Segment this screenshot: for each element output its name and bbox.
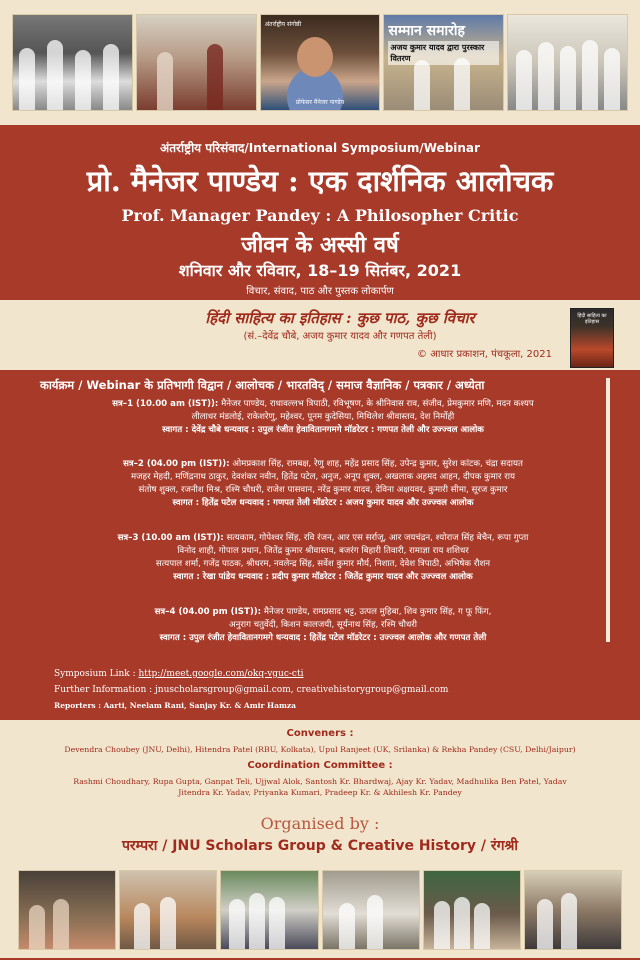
person-figure	[454, 897, 470, 949]
person-figure	[561, 893, 577, 949]
event-dates: शनिवार और रविवार, 18–19 सितंबर, 2021	[178, 261, 462, 280]
archival-photo-group	[12, 14, 133, 111]
session-label: सत्र–3 (10.00 am (IST)):	[117, 533, 224, 543]
session-speakers: मैनेजर पाण्डेय, रामप्रसाद भट्ट, उत्पल मुहिबा, शिव कुमार सिंह, ग फू फिंग,	[263, 607, 492, 617]
award-ceremony-photo	[383, 14, 504, 111]
top-photo-strip	[0, 0, 640, 125]
session-speakers: ओमप्रकाश सिंह, रामबक्ष, रेणु शाह, महेंद्र प्रसाद सिंह, उपेन्द्र कुमार, सुरेश कांटक, चंद्रा सदायत	[232, 459, 523, 469]
coordination-names-line: Jitendra Kr. Yadav, Priyanka Kumari, Pradeep Kr. & Akhilesh Kr. Pandey	[178, 788, 462, 797]
page-title: प्रो. मैनेजर पाण्डेय : एक दार्शनिक आलोचक	[86, 164, 554, 198]
organised-by-label: Organised by :	[260, 814, 380, 833]
symposium-link[interactable]: http://meet.google.com/okq-vguc-cti	[138, 669, 304, 679]
conveners-band	[0, 720, 640, 862]
person-figure	[434, 901, 450, 949]
contact-links	[54, 666, 594, 714]
session-1	[48, 398, 598, 437]
person-figure	[454, 58, 470, 110]
portrait-photo	[260, 14, 381, 111]
person-figure	[160, 897, 176, 949]
archival-photo	[322, 870, 420, 950]
program-divider	[606, 378, 610, 642]
event-activities: विचार, संवाद, पाठ और पुस्तक लोकार्पण	[246, 286, 394, 297]
person-figure	[414, 60, 430, 110]
session-label: सत्र–4 (04.00 pm (IST)):	[154, 607, 262, 617]
session-speakers: अनुराग चतुर्वेदी, किशन कालजयी, सूर्यनाथ सिंह, रश्मि चौधरी	[229, 620, 417, 630]
archival-photo	[423, 870, 521, 950]
reporters: Reporters : Aarti, Neelam Rani, Sanjay Kr. & Amir Hamza	[54, 701, 297, 710]
person-figure	[474, 903, 490, 949]
person-figure	[103, 44, 119, 110]
portrait-caption: प्रोफेसर मैनेजर पाण्डेय	[295, 99, 345, 106]
person-figure	[19, 48, 35, 110]
session-speakers: मैनेजर पाण्डेय, राधावल्लभ त्रिपाठी, रविभूषण, के श्रीनिवास राव, संजीव, प्रेमकुमार मणि, मदन कश्यप	[221, 399, 534, 409]
book-publisher: © आधार प्रकाशन, पंचकूला, 2021	[417, 349, 552, 360]
session-speakers: सत्यकाम, गोपेश्वर सिंह, रवि रंजन, आर एस सर्राजू, आर जयचंद्रन, श्योराज सिंह बेचैन, रूपा गुप्ता	[226, 533, 529, 543]
session-speakers: लीलाधर मंडलोई, राकेशरेणु, महेश्वर, पूनम कुदेसिया, मिथिलेश श्रीवास्तव, देश निर्मोही	[191, 412, 455, 422]
conveners-names: Devendra Choubey (JNU, Delhi), Hitendra Patel (RBU, Kolkata), Upul Ranjeet (UK, Srilanka) & Rekha Pandey (CSU, Delhi/Jaipur)	[64, 745, 576, 754]
further-information: Further Information : jnuscholarsgroup@gmail.com, creativehistorygroup@gmail.com	[54, 685, 449, 695]
conveners-heading: Conveners :	[286, 728, 354, 739]
session-2	[48, 458, 598, 510]
person-figure	[604, 48, 620, 110]
organisers: परम्परा / JNU Scholars Group & Creative History / रंगश्री	[121, 838, 519, 854]
book-launch-band	[0, 300, 640, 370]
session-label: सत्र–1 (10.00 am (IST)):	[112, 399, 219, 409]
archival-photo-crowd	[507, 14, 628, 111]
person-figure	[47, 40, 63, 110]
session-hosts: स्वागत : देवेंद्र चौबे धन्यवाद : उपुल रंजीत हेवावितानगमगे मॉडरेटर : गणपत तेली और उज्ज्वल आलोक	[162, 425, 484, 435]
archival-photo-meeting	[136, 14, 257, 111]
person-figure	[134, 903, 150, 949]
person-figure	[207, 44, 223, 110]
book-cover-image	[570, 308, 614, 368]
session-speakers: सत्यपाल शर्मा, गजेंद्र पाठक, श्रीधरम, नवलेन्द्र सिंह, सर्वेश कुमार मौर्य, निशात, देवेश त्रिपाठी, अभिषेक रौशन	[155, 559, 491, 569]
person-figure	[269, 897, 285, 949]
person-figure	[29, 905, 45, 949]
session-speakers: मजहर मेहदी, मणिंद्रनाथ ठाकुर, देवशंकर नवीन, हितेंद्र पटेल, अनुज, अनूप शुक्ल, अखलाक अहमद आहन, दीपक कुमार राय	[131, 472, 515, 482]
subtitle: जीवन के अस्सी वर्ष	[241, 232, 399, 258]
archival-photo	[220, 870, 318, 950]
session-speakers: संतोष शुक्ल, रजनीश मिश्र, रश्मि चौधरी, राजेश पासवान, नरेंद्र कुमार यादव, देविना अक्षयवर, कुमारी सीमा, सूरज कुमार	[138, 485, 508, 495]
session-speakers: विनोद शाही, गोपाल प्रधान, जितेंद्र कुमार श्रीवास्तव, बजरंग बिहारी तिवारी, रामाज्ञा राय शशिधर	[177, 546, 469, 556]
session-hosts: स्वागत : उपुल रंजीत हेवावितानगमगे धन्यवाद : हितेंद्र पटेल मॉडरेटर : उज्ज्वल आलोक और गणपत तेली	[159, 633, 487, 643]
portrait-top-text: अंतर्राष्ट्रीय संगोष्ठी	[264, 21, 302, 28]
ceremony-banner-subtext: अजय कुमार यादव द्वारा पुरस्कार वितरण	[388, 41, 499, 65]
session-3	[48, 532, 598, 584]
symposium-link-label: Symposium Link :	[54, 669, 139, 679]
book-editors: (सं.–देवेंद्र चौबे, अजय कुमार यादव और गणपत तेली)	[243, 331, 437, 342]
archival-photo	[119, 870, 217, 950]
archival-photo	[524, 870, 622, 950]
person-figure	[75, 50, 91, 110]
person-figure	[157, 52, 173, 110]
session-hosts: स्वागत : रेखा पांडेय धन्यवाद : प्रदीप कुमार मॉडरेटर : जितेंद्र कुमार यादव और उज्ज्वल आलोक	[173, 572, 473, 582]
person-figure	[582, 40, 598, 110]
person-figure	[229, 899, 245, 949]
event-header	[0, 125, 640, 301]
program-heading: कार्यक्रम / Webinar के प्रतिभागी विद्वान / आलोचक / भारतविद् / समाज वैज्ञानिक / पत्रकार / अध्येता	[40, 378, 485, 392]
session-4	[48, 606, 598, 645]
person-figure	[367, 895, 383, 949]
coordination-heading: Coordination Committee :	[247, 760, 393, 771]
english-title: Prof. Manager Pandey : A Philosopher Critic	[121, 206, 519, 225]
archival-photo	[18, 870, 116, 950]
book-title: हिंदी साहित्य का इतिहास : कुछ पाठ, कुछ विचार	[205, 309, 475, 327]
session-hosts: स्वागत : हितेंद्र पटेल धन्यवाद : गणपत तेली मॉडरेटर : अजय कुमार यादव और उज्ज्वल आलोक	[172, 498, 474, 508]
person-figure	[516, 50, 532, 110]
session-label: सत्र–2 (04.00 pm (IST)):	[123, 459, 230, 469]
symposium-type: अंतर्राष्ट्रीय परिसंवाद/International Symposium/Webinar	[160, 141, 480, 155]
person-figure	[538, 42, 554, 110]
coordination-names-line: Rashmi Choudhary, Rupa Gupta, Ganpat Teli, Ujjwal Alok, Santosh Kr. Bhardwaj, Ajay Kr. Yadav, Madhulika Ben Patel, Yadav	[73, 777, 567, 786]
person-figure	[53, 899, 69, 949]
person-figure	[537, 899, 553, 949]
ceremony-banner-text: सम्मान समारोह	[388, 23, 465, 39]
symposium-link-row	[54, 666, 594, 682]
portrait-face	[297, 37, 333, 77]
coordination-names	[40, 776, 600, 798]
person-figure	[339, 903, 355, 949]
book-cover-title: हिंदी साहित्य का इतिहास	[577, 313, 607, 325]
person-figure	[560, 46, 576, 110]
person-figure	[249, 893, 265, 949]
bottom-photo-strip	[0, 862, 640, 958]
